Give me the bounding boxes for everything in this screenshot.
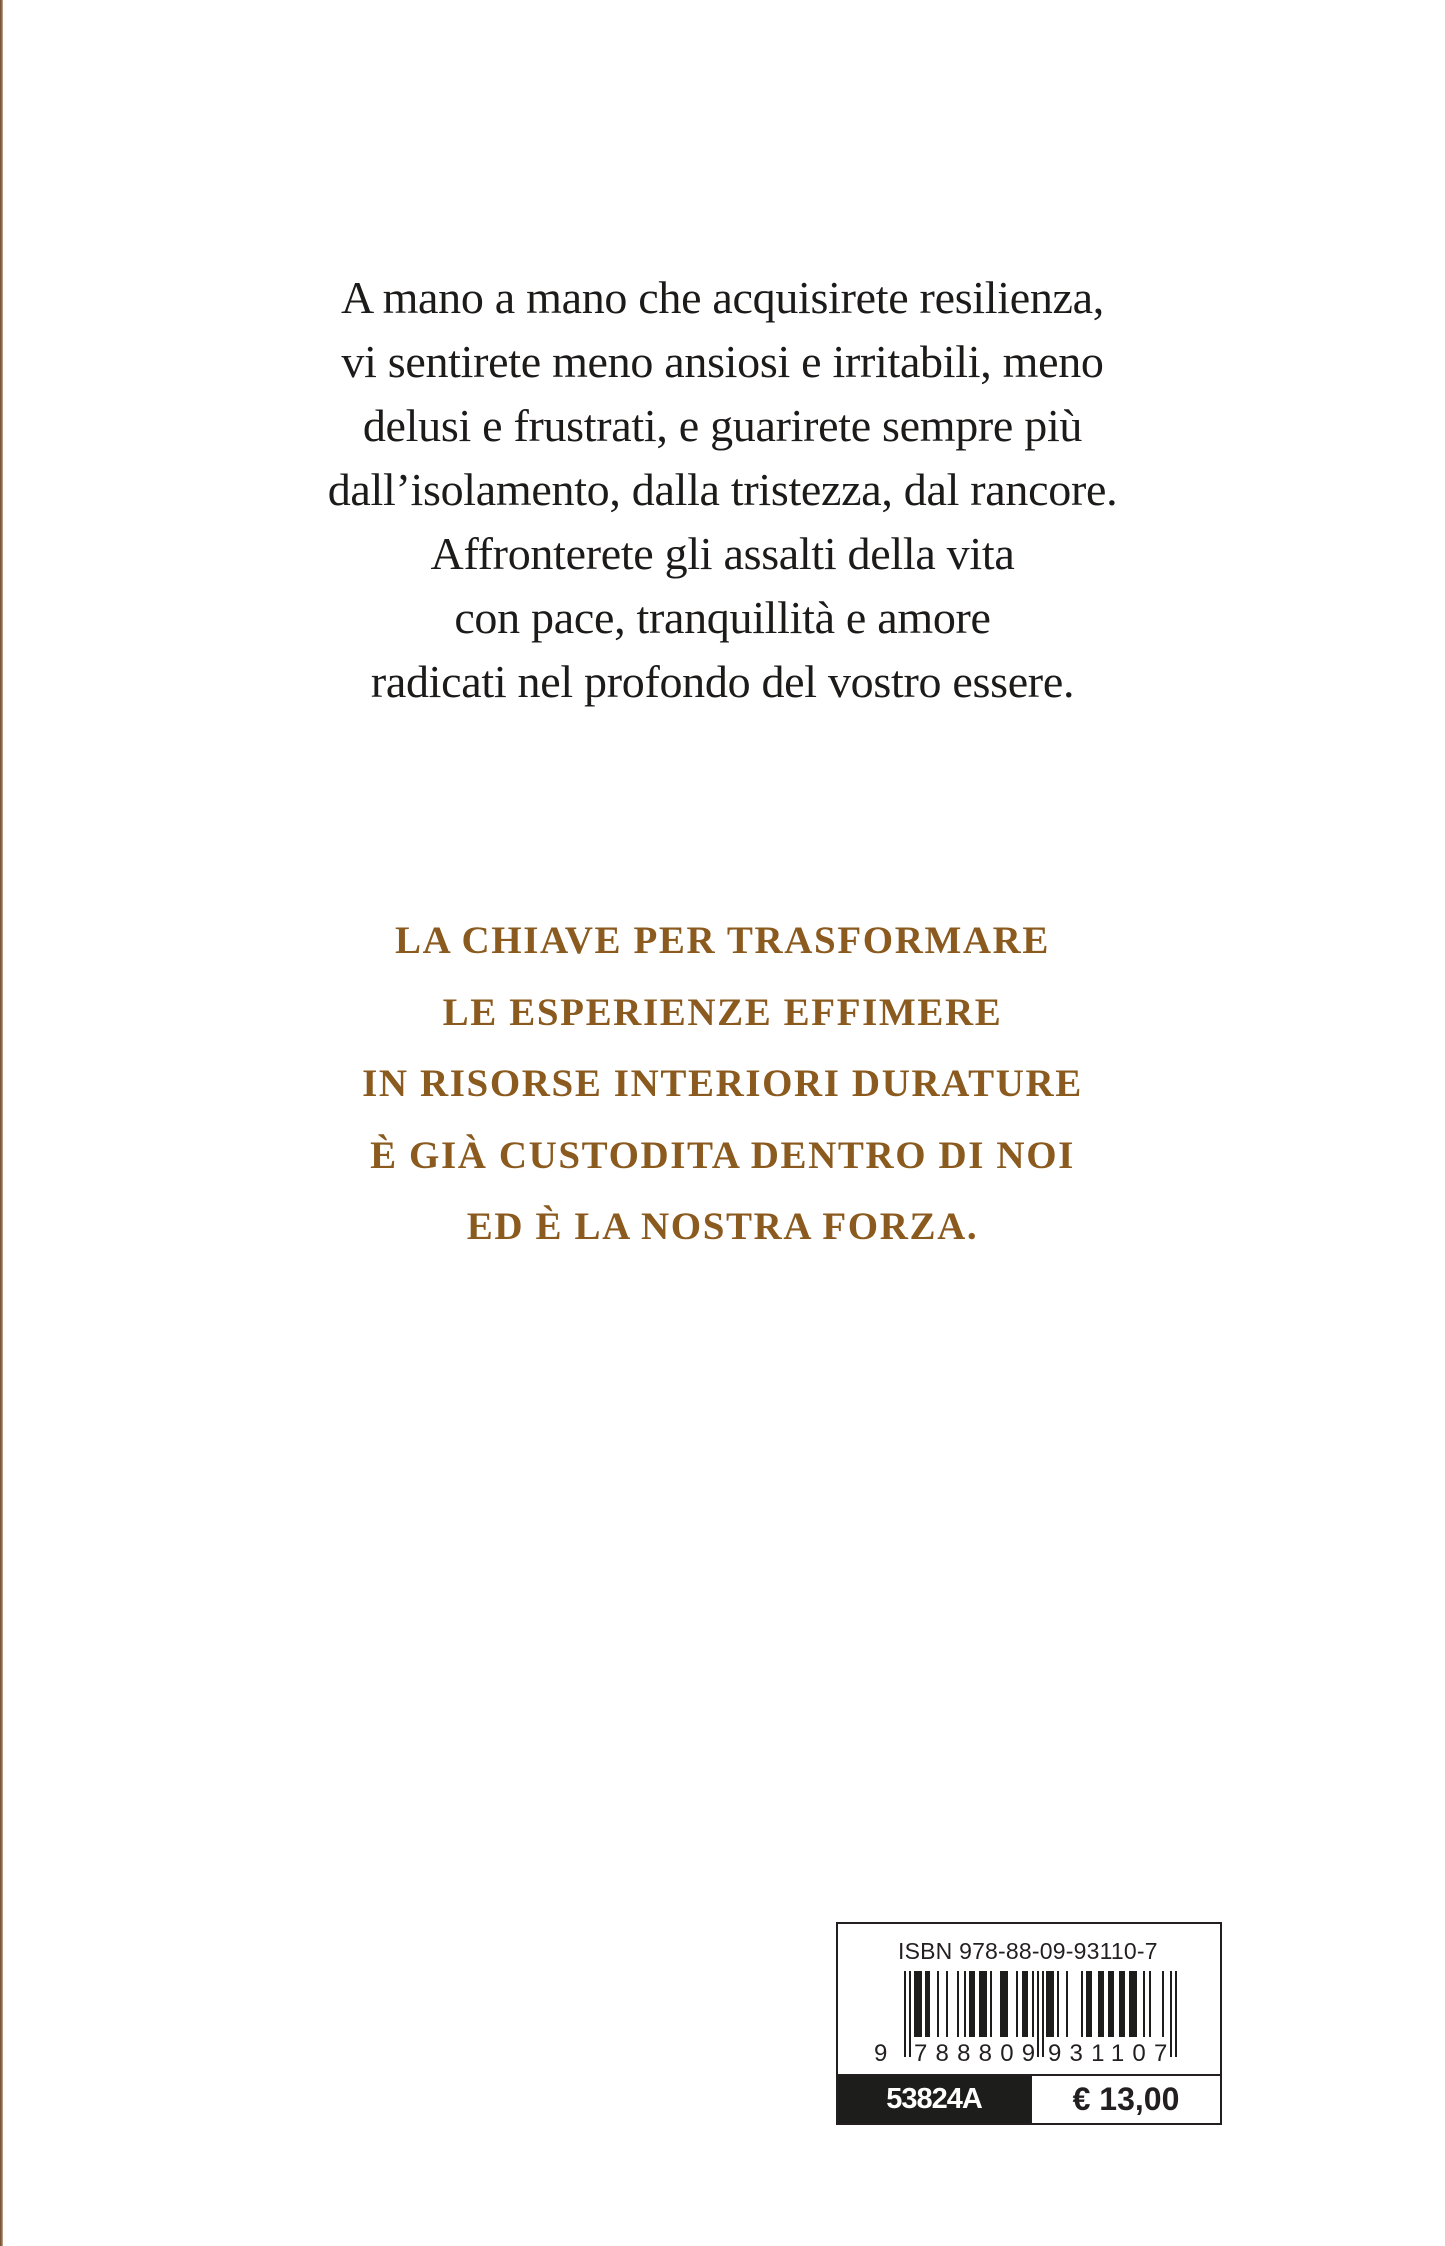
barcode-label xyxy=(836,1922,1222,2125)
blurb-line: radicati nel profondo del vostro essere. xyxy=(370,656,1075,707)
blurb-line: dall’isolamento, dalla tristezza, dal rancore. xyxy=(327,464,1118,515)
barcode-left-digits: 788809 xyxy=(914,2040,1044,2067)
barcode-lead-digit: 9 xyxy=(874,2040,896,2067)
blurb-line: A mano a mano che acquisirete resilienza, xyxy=(341,272,1104,323)
price-row xyxy=(838,2074,1220,2123)
tagline-line: LA CHIAVE PER TRASFORMARE xyxy=(394,919,1051,962)
blurb-line: vi sentirete meno ansiosi e irritabili, meno xyxy=(341,336,1104,387)
blurb-line: Affronterete gli assalti della vita xyxy=(430,528,1015,579)
blurb-line: con pace, tranquillità e amore xyxy=(454,592,991,643)
tagline-line: IN RISORSE INTERIORI DURATURE xyxy=(362,1062,1083,1105)
tagline-line: LE ESPERIENZE EFFIMERE xyxy=(442,990,1003,1034)
tagline-line: ED È LA NOSTRA FORZA. xyxy=(466,1205,979,1248)
price: € 13,00 xyxy=(1030,2076,1220,2123)
tagline-line: È GIÀ CUSTODITA DENTRO DI NOI xyxy=(370,1133,1075,1177)
barcode-right-digits: 931107 xyxy=(1048,2040,1176,2067)
blurb-line: delusi e frustrati, e guarirete sempre più xyxy=(362,400,1083,451)
isbn-text: ISBN 978-88-09-93110-7 xyxy=(898,1938,1158,1964)
spine-edge xyxy=(0,0,3,2246)
product-code: 53824A xyxy=(838,2076,1030,2123)
blurb-paragraph xyxy=(200,266,1245,714)
tagline xyxy=(200,905,1245,1263)
